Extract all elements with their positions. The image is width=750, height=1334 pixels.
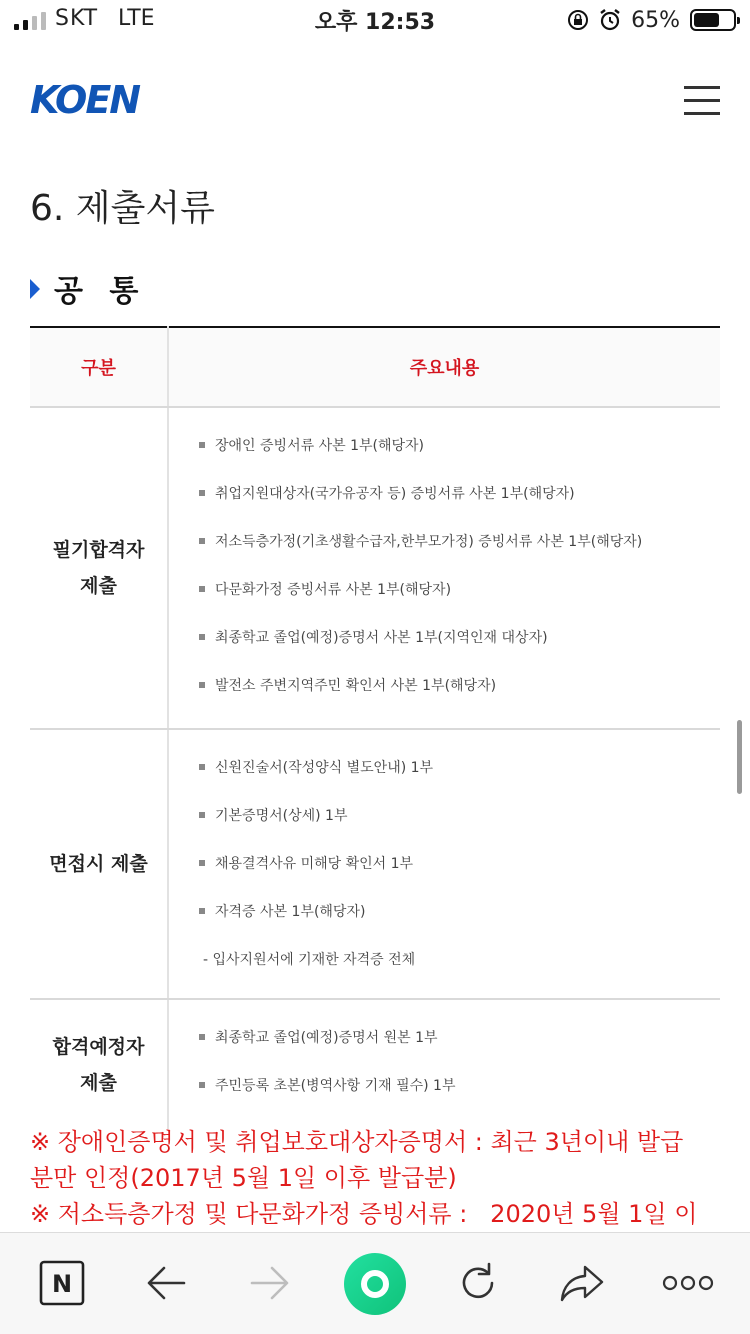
naver-button[interactable] [32,1253,92,1313]
table-row [30,999,720,1129]
list-item: 취업지원대상자(국가유공자 등) 증빙서류 사본 1부(해당자) [199,482,720,530]
square-bullet-icon [199,764,205,770]
list-item: 기본증명서(상세) 1부 [199,804,720,852]
browser-toolbar [0,1232,750,1334]
green-dot-icon [342,1251,408,1317]
list-item: 최종학교 졸업(예정)증명서 사본 1부(지역인재 대상자) [199,626,720,674]
list-item: 발전소 주변지역주민 확인서 사본 1부(해당자) [199,674,720,722]
more-button[interactable] [658,1253,718,1313]
section-title [30,266,146,310]
alarm-icon [599,8,621,32]
site-header [0,60,750,140]
category-line: 면접시 제출 [49,853,148,875]
battery-level [694,13,719,27]
reload-button[interactable] [448,1253,508,1313]
row-category [30,729,168,999]
status-icons [567,6,736,34]
square-bullet-icon [199,812,205,818]
list-sub-item: - 입사지원서에 기재한 자격증 전체 [203,952,416,968]
carrier-name: SKT [55,6,99,31]
home-button[interactable] [342,1251,408,1317]
square-bullet-icon [199,1082,205,1088]
section-title-label: 공 통 [54,274,147,309]
back-button[interactable] [136,1253,196,1313]
notice-line: 분만 인정(2017년 5월 1일 이후 발급분) [30,1164,457,1192]
arrow-right-icon [250,1265,290,1301]
documents-table [30,326,720,1129]
row-items [168,407,720,729]
category-line: 제출 [80,575,117,597]
share-button[interactable] [552,1253,612,1313]
square-bullet-icon [199,442,205,448]
list-item: 신원진술서(작성양식 별도안내) 1부 [199,756,720,804]
notice-line: ※ 장애인증명서 및 취업보호대상자증명서 : 최근 3년이내 발급 [30,1128,684,1156]
network-type: LTE [118,6,155,31]
square-bullet-icon [199,908,205,914]
square-bullet-icon [199,538,205,544]
arrow-left-icon [146,1265,186,1301]
rotation-lock-icon [567,9,589,31]
category-line: 합격예정자 [52,1035,145,1058]
list-item: 장애인 증빙서류 사본 1부(해당자) [199,434,720,482]
page-title: 6. 제출서류 [30,188,215,229]
square-bullet-icon [199,1034,205,1040]
share-arrow-icon [559,1263,605,1303]
category-line: 제출 [80,1071,117,1094]
row-category [30,407,168,729]
reload-icon [456,1261,500,1305]
list-item: 자격증 사본 1부(해당자) [199,900,720,948]
row-items [168,729,720,999]
header-content: 주요내용 [168,327,720,407]
notice-line: ※ 저소득층가정 및 다문화가정 증빙서류 : 2020년 5월 1일 이 [30,1200,698,1228]
square-bullet-icon [199,586,205,592]
koen-logo[interactable] [30,80,154,120]
category-line: 필기합격자 [52,539,145,561]
triangle-bullet-icon [30,279,40,299]
header-category: 구분 [30,327,168,407]
square-bullet-icon [199,682,205,688]
svg-text:N: N [51,1270,73,1298]
list-item: 다문화가정 증빙서류 사본 1부(해당자) [199,578,720,626]
table-row [30,407,720,729]
list-item: 채용결격사유 미해당 확인서 1부 [199,852,720,900]
more-dots-icon [662,1274,714,1292]
forward-button[interactable] [240,1253,300,1313]
row-category [30,999,168,1129]
battery-percent: 65% [631,7,680,33]
battery-icon [690,9,736,31]
square-bullet-icon [199,490,205,496]
square-bullet-icon [199,634,205,640]
table-row [30,729,720,999]
naver-n-icon [39,1260,85,1306]
list-item: 주민등록 초본(병역사항 기재 필수) 1부 [199,1074,720,1122]
status-bar [0,0,750,40]
clock: 오후 12:53 [314,10,436,35]
square-bullet-icon [199,860,205,866]
list-item: 저소득층가정(기초생활수급자,한부모가정) 증빙서류 사본 1부(해당자) [199,530,720,578]
notice-text [30,1124,730,1232]
hamburger-menu-icon[interactable] [684,86,720,116]
row-items [168,999,720,1129]
scroll-indicator[interactable] [737,720,742,794]
list-item: 최종학교 졸업(예정)증명서 원본 1부 [199,1026,720,1074]
table-header-row [30,327,720,407]
svg-text:KOEN: KOEN [30,80,140,120]
